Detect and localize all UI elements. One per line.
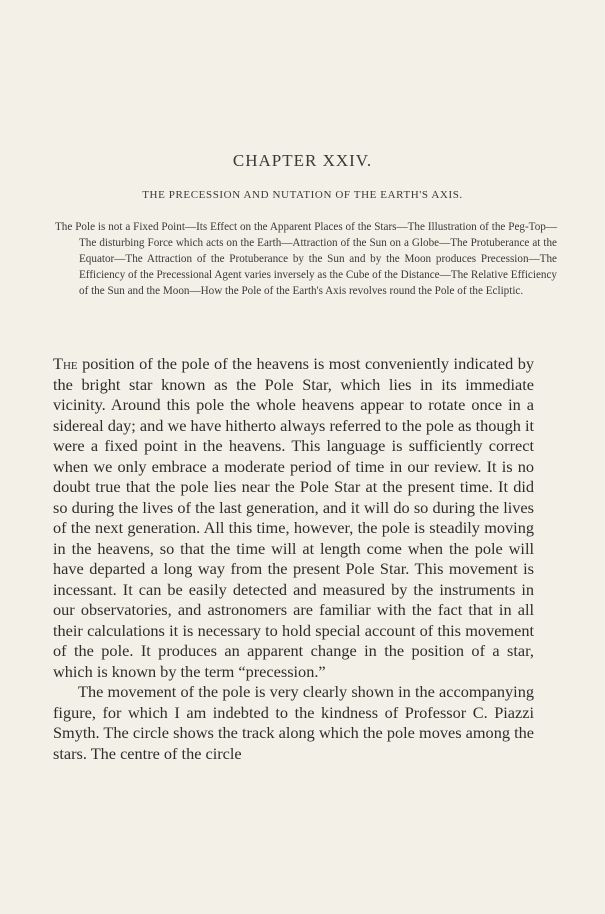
paragraph-1 bbox=[53, 354, 534, 682]
paragraph-2: The movement of the pole is very clearly shown in the accompanying figure, for which I am indebted to the kindness of Professor C. Piazzi Smyth. The circle shows the track along which the pole moves among the stars. The centre of the circle bbox=[53, 682, 534, 763]
paragraph-1-text: position of the pole of the heavens is most conveniently indicated by the bright star known as the Pole Star, which lies in its immediate vicinity. Around this pole the whole heavens appear to rotate once in a sidereal day; and we have hitherto always referred to the pole as though it were a fixed point in the heavens. This language is sufficiently correct when we only embrace a moderate period of time in our review. It is no doubt true that the pole lies near the Pole Star at the present time. It did so during the lives of the last generation, and it will do so during the lives of the next generation. All this time, however, the pole is steadily moving in the heavens, so that the time will at length come when the pole will have departed a long way from the present Pole Star. This movement is incessant. It can be easily detected and measured by the instruments in our observatories, and astronomers are familiar with the fact that in all their calculations it is necessary to hold special account of this movement of the pole. It produces an apparent change in the position of a star, which is known by the term “precession.” bbox=[53, 354, 534, 681]
paragraph-lead-word: The bbox=[53, 354, 78, 373]
chapter-subtitle: THE PRECESSION AND NUTATION OF THE EARTH'S AXIS. bbox=[142, 189, 463, 201]
body-text bbox=[53, 354, 534, 764]
chapter-summary: The Pole is not a Fixed Point—Its Effect on the Apparent Places of the Stars—The Illustration of the Peg-Top—The disturbing Force which acts on the Earth—Attraction of the Sun on a Globe—The Protuberance at the Equator—The Attraction of the Protuberance by the Sun and by the Moon produces Precession—The Efficiency of the Precessional Agent varies inversely as the Cube of the Distance—The Relative Efficiency of the Sun and the Moon—How the Pole of the Earth's Axis revolves round the Pole of the Ecliptic. bbox=[55, 221, 557, 298]
chapter-title: CHAPTER XXIV. bbox=[232, 151, 373, 170]
